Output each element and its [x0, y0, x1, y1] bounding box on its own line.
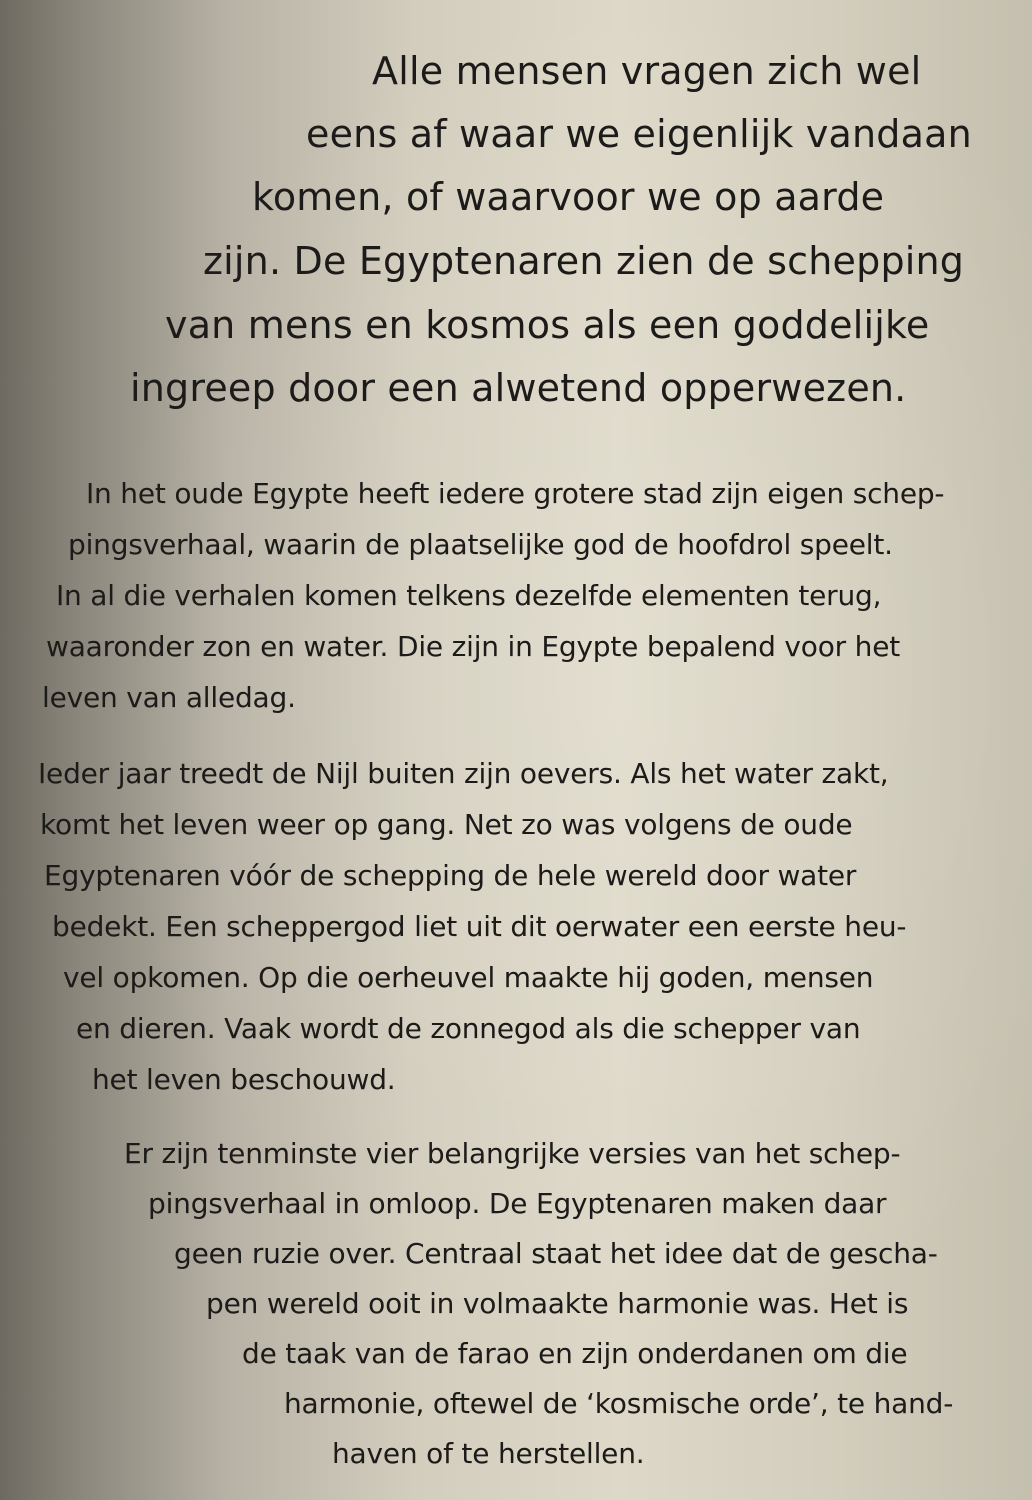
paragraph-line: In het oude Egypte heeft iedere grotere stad zijn eigen schep-	[86, 477, 945, 510]
paragraph-line: Er zijn tenminste vier belangrijke versies van het schep-	[124, 1137, 901, 1170]
paragraph-line: pingsverhaal, waarin de plaatselijke god de hoofdrol speelt.	[68, 528, 893, 561]
intro-line: zijn. De Egyptenaren zien de schepping	[203, 239, 965, 283]
paragraph-line: het leven beschouwd.	[92, 1063, 396, 1096]
paragraph-line: Ieder jaar treedt de Nijl buiten zijn oevers. Als het water zakt,	[38, 757, 889, 790]
intro-line: ingreep door een alwetend opperwezen.	[130, 366, 907, 410]
paragraph-line: haven of te herstellen.	[332, 1437, 645, 1470]
paragraph-line: vel opkomen. Op die oerheuvel maakte hij goden, mensen	[63, 961, 874, 994]
intro-line: van mens en kosmos als een goddelijke	[165, 303, 930, 347]
paragraph-line: leven van alledag.	[42, 681, 296, 714]
paragraph-line: en dieren. Vaak wordt de zonnegod als die schepper van	[76, 1012, 861, 1045]
paragraph-line: bedekt. Een scheppergod liet uit dit oerwater een eerste heu-	[52, 910, 907, 943]
intro-line: eens af waar we eigenlijk vandaan	[306, 112, 972, 156]
paragraph-line: In al die verhalen komen telkens dezelfde elementen terug,	[56, 579, 882, 612]
paragraph-line: harmonie, oftewel de ‘kosmische orde’, te hand-	[284, 1387, 954, 1420]
paragraph-line: Egyptenaren vóór de schepping de hele wereld door water	[44, 859, 857, 892]
paragraph-line: geen ruzie over. Centraal staat het idee dat de gescha-	[174, 1237, 938, 1270]
paragraph-line: pen wereld ooit in volmaakte harmonie was. Het is	[206, 1287, 909, 1320]
paragraph-line: pingsverhaal in omloop. De Egyptenaren maken daar	[148, 1187, 887, 1220]
paragraph-line: waaronder zon en water. Die zijn in Egypte bepalend voor het	[46, 630, 901, 663]
paragraph-line: komt het leven weer op gang. Net zo was volgens de oude	[40, 808, 853, 841]
intro-line: Alle mensen vragen zich wel	[372, 49, 922, 93]
paragraph-line: de taak van de farao en zijn onderdanen om die	[242, 1337, 908, 1370]
intro-line: komen, of waarvoor we op aarde	[252, 175, 885, 219]
